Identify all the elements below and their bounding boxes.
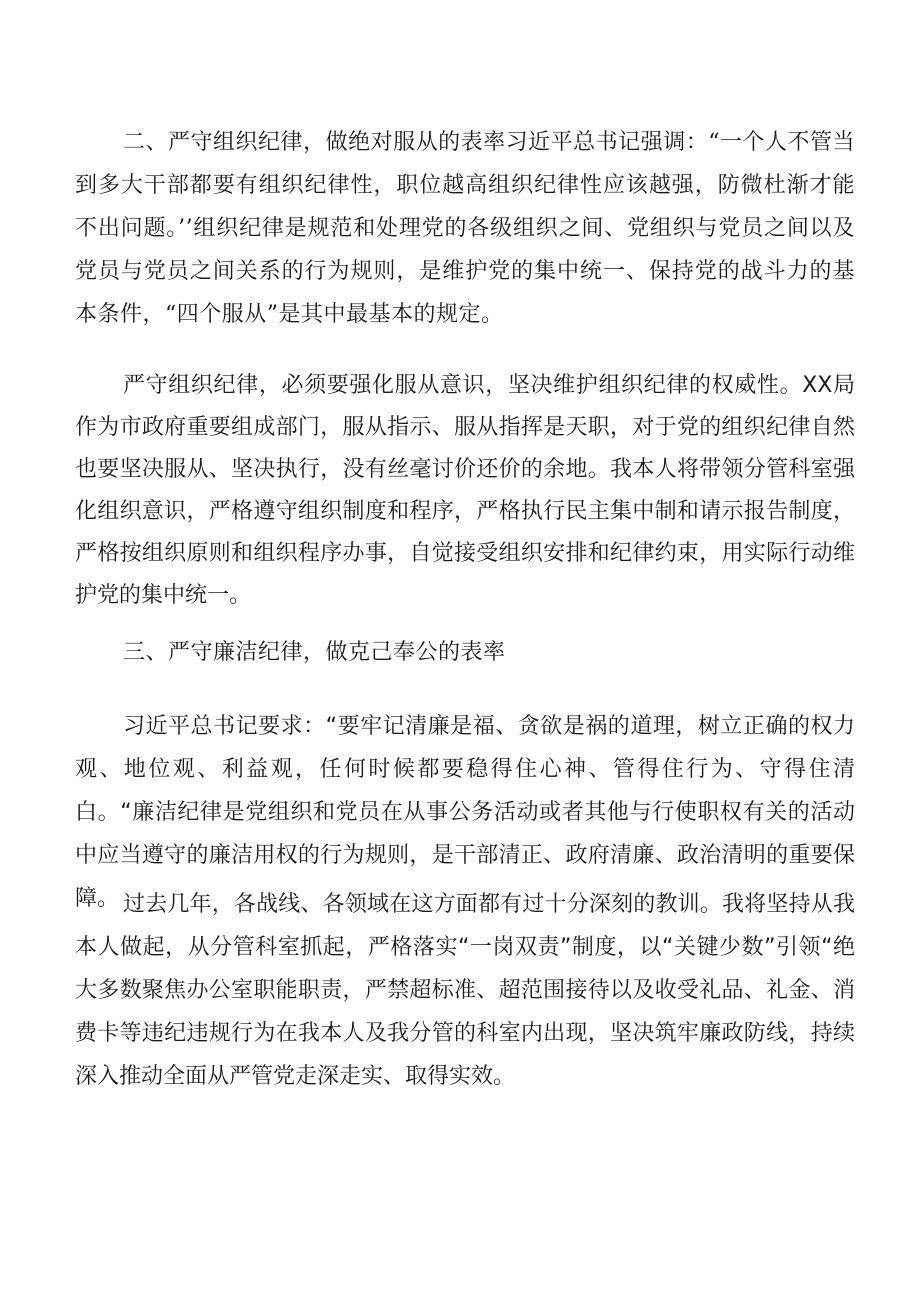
paragraph-obedience-awareness: 严守组织纪律，必须要强化服从意识，坚决维护组织纪律的权威性。XX局作为市政府重要组成部门，服从指示、服从指挥是天职，对于党的组织纪律自然也要坚决服从、坚决执行，没有丝毫讨价还价的余地。我本人将带领分管科室强化组织意识，严格遵守组织制度和程序，严格执行民主集中制和请示报告制度，严格按组织原则和组织程序办事，自觉接受组织安排和纪律约束，用实际行动维护党的集中统一。 <box>75 373 855 608</box>
paragraph-organizational-discipline: 二、严守组织纪律，做绝对服从的表率习近平总书记强调：“一个人不管当到多大干部都要有组织纪律性，职位越高组织纪律性应该越强，防微杜渐才能不出问题。’’组织纪律是规范和处理党的各级组织之间、党组织与党员之间以及党员与党员之间关系的行为规则，是维护党的集中统一、保持党的战斗力的基本条件，“四个服从”是其中最基本的规定。 <box>75 130 855 327</box>
paragraph-integrity-quote: 习近平总书记要求：“要牢记清廉是福、贪欲是祸的道理，树立正确的权力观、地位观、利益观，任何时候都要稳得住心神、管得住行为、守得住清白。“廉洁纪律是党组织和党员在从事公务活动或者其他与行使职权有关的活动中应当遵守的廉洁用权的行为规则，是干部清正、政府清廉、政治清明的重要保障。 <box>75 714 855 911</box>
paragraph-integrity-commitment: 过去几年，各战线、各领域在这方面都有过十分深刻的教训。我将坚持从我本人做起，从分管科室抓起，严格落实“一岗双责”制度，以“关键少数”引领“绝大多数聚焦办公室职能职责，严禁超标准、超范围接待以及收受礼品、礼金、消费卡等违纪违规行为在我本人及我分管的科室内出现，坚决筑牢廉政防线，持续深入推动全面从严管党走深走实、取得实效。 <box>75 892 855 1089</box>
section-heading-integrity-discipline: 三、严守廉洁纪律，做克己奉公的表率 <box>123 640 506 665</box>
